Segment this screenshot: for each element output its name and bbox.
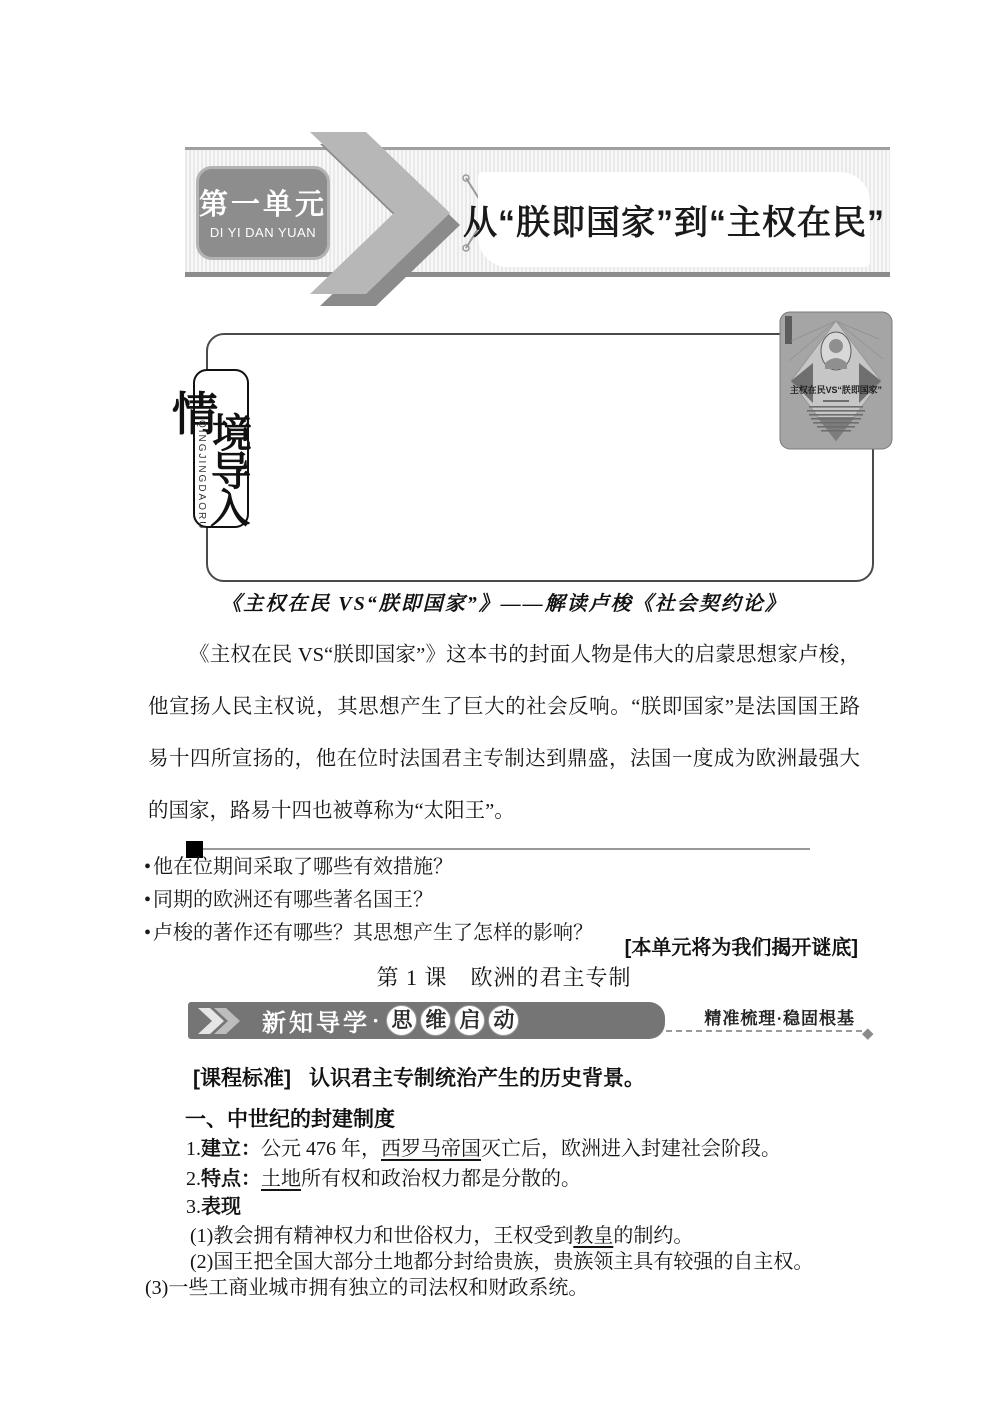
item-text: 教会拥有精神权力和世俗权力，王权受到 [213,1225,574,1247]
question-text: 卢梭的著作还有哪些？其思想产生了怎样的影响？ [153,922,594,944]
item-text: 的制约。 [613,1225,694,1247]
item-text: 公元 476 年， [261,1138,381,1160]
underlined-term: 教皇 [573,1225,614,1247]
item-text: 一些工商业城市拥有独立的司法权和财政系统。 [168,1277,589,1299]
intro-paragraph: 《主权在民 VS“朕即国家”》这本书的封面人物是伟大的启蒙思想家卢梭，他宣扬人民主权说，其思想产生了巨大的社会反响。“朕即国家”是法国国王路易十四所宣扬的，他在位时法国君主专制达到鼎盛，法国一度成为欧洲最强大的国家，路易十四也被尊称为“太阳王”。 [148,644,860,822]
cover-title: 主权在民VS“朕即国家” [790,385,884,395]
item-number: (2) [190,1251,214,1273]
outline-item-2 [186,1162,581,1191]
bullet-icon: • [144,889,152,911]
banner-circle-char: 动 [488,1005,519,1036]
unit-label: 第一单元 [199,189,328,221]
item-number: (1) [190,1225,214,1247]
item-text: 灭亡后，欧洲进入封建社会阶段。 [481,1138,781,1160]
banner-label: 新知导学 [262,1010,370,1037]
course-standard-label: [课程标准] [193,1067,291,1090]
unit-main-title: 从“朕即国家”到“主权在民” [463,204,885,242]
item-label: 表现 [201,1196,241,1218]
outline-subitem-2 [190,1245,813,1274]
question-text: 同期的欧洲还有哪些著名国王？ [153,889,434,911]
item-label: 特点： [201,1168,261,1190]
tab-char-jing: 境 [212,412,252,456]
item-label: 建立： [201,1138,261,1160]
outline-subitem-3 [145,1271,588,1300]
cover-caption: 《主权在民 VS“朕即国家”》——解读卢梭《社会契约论》 [221,593,787,615]
question-item [144,851,784,884]
diamond-icon: ◆ [862,1026,874,1042]
outline-item-1 [186,1132,781,1161]
unit-badge [196,166,330,260]
banner-dot: · [372,1007,380,1033]
banner-circle-char: 维 [420,1005,451,1036]
double-chevron-icon [196,1006,248,1036]
answer-hint: [本单元将为我们揭开谜底] [624,937,858,959]
item-number: 2. [186,1168,201,1190]
tab-char-dao: 导 [211,450,251,494]
course-standard-text: 认识君主专制统治产生的历史背景。 [309,1067,645,1090]
item-number: 3. [186,1196,201,1218]
banner-circle-char: 思 [386,1005,417,1036]
divider-line [203,848,810,850]
tab-char-ru: 入 [210,487,250,531]
banner-slogan: 精准梳理·稳固根基 [704,1009,855,1028]
outline-item-3 [186,1190,241,1219]
item-number: (3) [145,1277,169,1299]
underlined-term: 土地 [261,1168,301,1190]
dashed-rule [666,1030,862,1032]
question-item [144,884,784,917]
unit-title-box [463,172,885,267]
section-banner [188,1002,665,1039]
intro-box [206,333,874,582]
bullet-icon: • [144,922,152,944]
tab-char-qing: 情 [172,388,218,440]
question-text: 他在位期间采取了哪些有效措施？ [153,856,454,878]
item-number: 1. [186,1138,201,1160]
outline-subitem-1 [190,1219,693,1248]
bullet-icon: • [144,856,152,878]
underlined-term: 西罗马帝国 [381,1138,481,1160]
unit-pinyin: DI YI DAN YUAN [209,225,317,240]
cover-spine-tab [785,316,792,344]
item-text: 国王把全国大部分土地都分封给贵族，贵族领主具有较强的自主权。 [213,1251,814,1273]
lesson-title: 第 1 课 欧洲的君主专制 [376,965,632,990]
banner-circle-char: 启 [454,1005,485,1036]
course-standard [193,1062,645,1092]
tab-pinyin: QINGJINGDAORU [196,420,207,531]
outline-heading: 一、中世纪的封建制度 [185,1108,395,1131]
item-text: 所有权和政治权力都是分散的。 [301,1168,581,1190]
book-cover-image [779,311,893,450]
